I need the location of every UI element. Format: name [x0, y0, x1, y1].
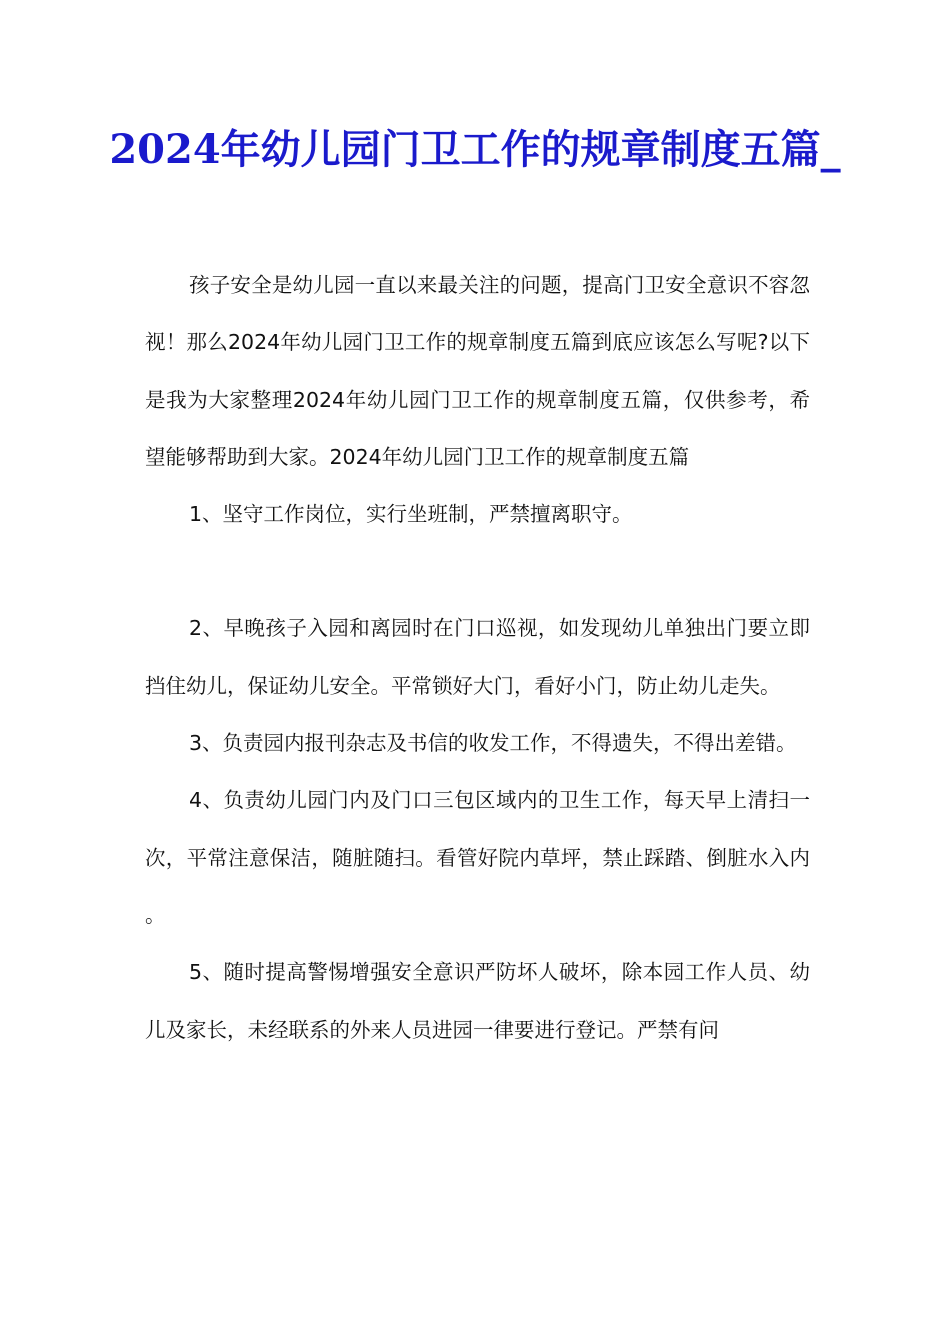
rule-paragraph-2: 2、早晚孩子入园和离园时在门口巡视，如发现幼儿单独出门要立即挡住幼儿，保证幼儿安全。平常锁好大门，看好小门，防止幼儿走失。: [145, 616, 810, 698]
rule-paragraph-5: 5、随时提高警惕增强安全意识严防坏人破坏，除本园工作人员、幼儿及家长，未经联系的外来人员进园一律要进行登记。严禁有问: [145, 960, 810, 1042]
document-body: [145, 257, 810, 1059]
intro-paragraph: 孩子安全是幼儿园一直以来最关注的问题，提高门卫安全意识不容忽视！那么2024年幼儿园门卫工作的规章制度五篇到底应该怎么写呢?以下是我为大家整理2024年幼儿园门卫工作的规章制度五篇，仅供参考，希望能够帮助到大家。2024年幼儿园门卫工作的规章制度五篇: [145, 273, 810, 469]
rule-paragraph-1: 1、坚守工作岗位，实行坐班制，严禁擅离职守。: [189, 502, 633, 527]
rule-paragraph-4: 4、负责幼儿园门内及门口三包区域内的卫生工作，每天早上清扫一次，平常注意保洁，随脏随扫。看管好院内草坪，禁止踩踏、倒脏水入内。: [145, 788, 810, 927]
paragraph-gap: [145, 543, 810, 600]
rule-paragraph-3: 3、负责园内报刊杂志及书信的收发工作，不得遗失，不得出差错。: [189, 731, 797, 756]
document-title: 2024年幼儿园门卫工作的规章制度五篇_: [109, 126, 841, 173]
